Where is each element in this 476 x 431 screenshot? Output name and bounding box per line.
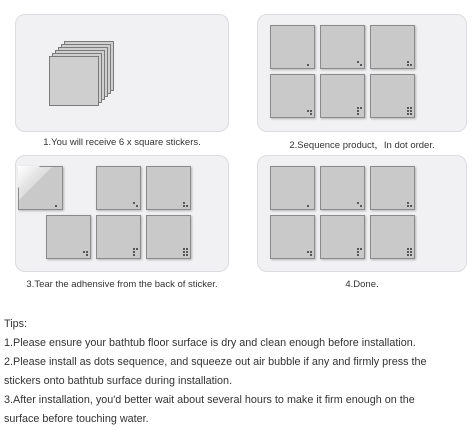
sticker-tile xyxy=(46,215,91,259)
sticker-tile xyxy=(270,166,315,210)
sticker-tile xyxy=(320,166,365,210)
dot-marker-icon xyxy=(407,248,412,256)
dot-marker-icon xyxy=(183,248,188,256)
dot-marker-icon xyxy=(357,202,362,207)
tip-line: 2.Please install as dots sequence, and squeeze out air bubble if any and firmly press the xyxy=(4,356,427,368)
peeling-corner-icon xyxy=(18,166,40,188)
dot-marker-icon xyxy=(133,248,138,256)
dot-marker-icon xyxy=(357,248,362,256)
sticker-tile xyxy=(146,215,191,259)
step-4-caption: 4.Done. xyxy=(345,279,379,290)
sticker-tile xyxy=(370,215,415,259)
sticker-tile xyxy=(270,74,315,118)
dot-marker-icon xyxy=(407,107,412,115)
step-3-panel xyxy=(15,155,229,272)
tip-line: surface before touching water. xyxy=(4,413,149,425)
dot-marker-icon xyxy=(407,61,412,66)
sticker-tile xyxy=(370,25,415,69)
dot-marker-icon xyxy=(183,202,188,207)
sticker-tile xyxy=(270,25,315,69)
step-2-panel xyxy=(257,14,467,132)
dot-marker-icon xyxy=(83,251,88,256)
dot-marker-icon xyxy=(133,202,138,207)
sticker-tile xyxy=(270,215,315,259)
dot-marker-icon xyxy=(55,205,60,207)
step-1-caption: 1.You will receive 6 x square stickers. xyxy=(43,137,201,148)
sticker-tile xyxy=(320,215,365,259)
dot-marker-icon xyxy=(307,64,312,66)
dot-marker-icon xyxy=(307,110,312,115)
sticker-stack-icon xyxy=(44,37,124,117)
tip-line: 1.Please ensure your bathtub floor surface is dry and clean enough before installation. xyxy=(4,337,416,349)
tip-line: stickers onto bathtub surface during installation. xyxy=(4,375,233,387)
dot-marker-icon xyxy=(407,202,412,207)
dot-marker-icon xyxy=(357,61,362,66)
dot-marker-icon xyxy=(357,107,362,115)
sticker-tile xyxy=(320,74,365,118)
sticker-tile xyxy=(18,166,63,210)
step-4-panel xyxy=(257,155,467,272)
dot-marker-icon xyxy=(307,251,312,256)
dot-marker-icon xyxy=(307,205,312,207)
sticker-tile xyxy=(370,74,415,118)
sticker-tile xyxy=(320,25,365,69)
tips-title: Tips: xyxy=(4,318,27,330)
sticker-tile xyxy=(96,166,141,210)
step-1-panel xyxy=(15,14,229,132)
sticker-tile xyxy=(370,166,415,210)
step-3-caption: 3.Tear the adhensive from the back of sticker. xyxy=(26,279,218,290)
sticker-tile xyxy=(146,166,191,210)
step-2-caption: 2.Sequence product，In dot order. xyxy=(289,140,435,151)
tip-line: 3.After installation, you'd better wait about several hours to make it firm enough on the xyxy=(4,394,415,406)
sticker-tile xyxy=(96,215,141,259)
